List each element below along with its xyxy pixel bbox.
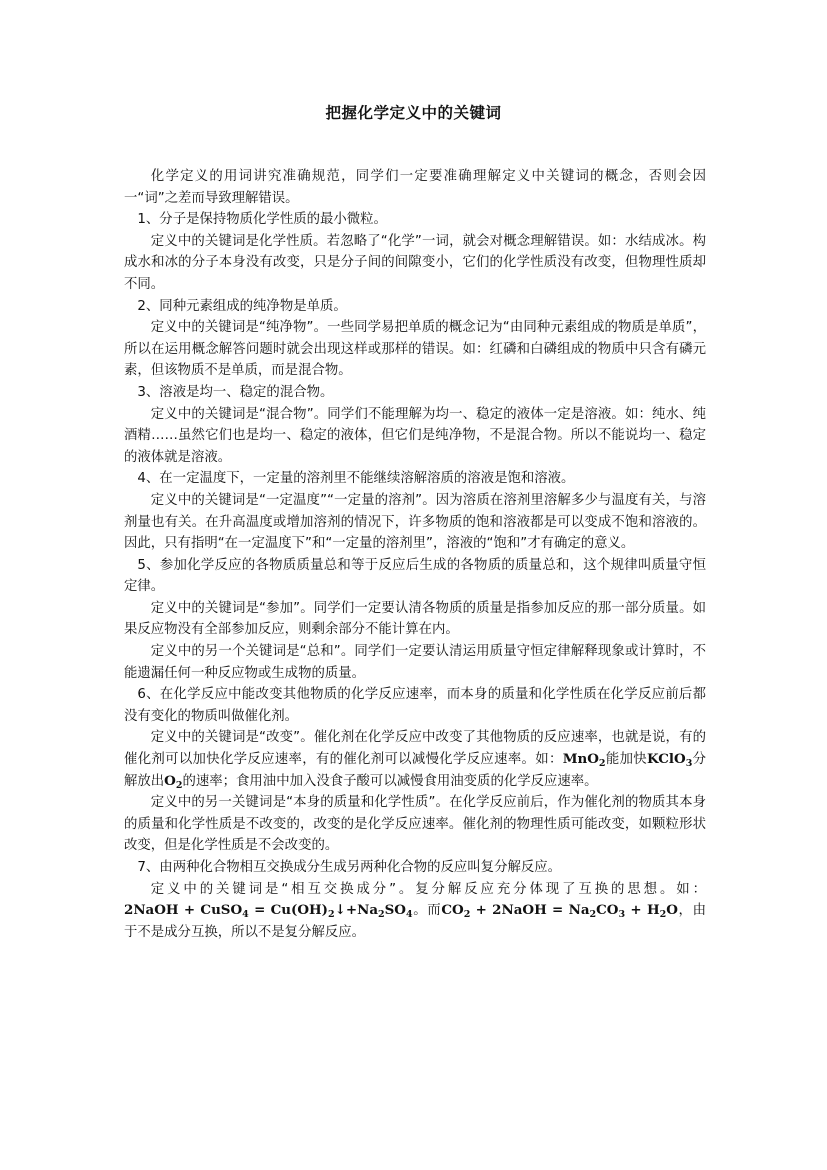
section-6-text-1c: 分解放出 [124,752,707,789]
page-title: 把握化学定义中的关键词 [325,103,502,122]
section-6-text-1d: 的速率；食用油中加入没食子酸可以减慢食用油变质的化学反应速率。 [182,773,598,789]
intro-paragraph: 化学定义的用词讲究准确规范，同学们一定要准确理解定义中关键词的概念，否则会因一“词”之差而导致理解错误。 [124,169,706,206]
formula-mno2: MnO$_2$ [562,751,606,770]
section-4-text: 定义中的关键词是“一定温度”“一定量的溶剂”。因为溶质在溶剂里溶解多少与温度有关，与溶剂量也有关。在升高温度或增加溶剂的情况下，许多物质的饱和溶液都是可以变成不饱和溶液的。因此，只有指明“在一定温度下”和“一定量的溶剂里”，溶液的“饱和”才有确定的意义。 [124,492,706,552]
section-7-text-a: 定义中的关键词是“相互交换成分”。复分解反应充分体现了互换的思想。如： [150,881,706,897]
section-3-text: 定义中的关键词是“混合物”。同学们不能理解为均一、稳定的液体一定是溶液。如：纯水、纯酒精……虽然它们也是均一、稳定的液体，但它们是纯净物，不是混合物。所以不能说均一、稳定的液体就是溶液。 [124,406,706,465]
section-6-text-2: 定义中的另一关键词是“本身的质量和化学性质”。在化学反应前后，作为催化剂的物质其本身的质量和化学性质是不改变的，改变的是化学反应速率。催化剂的物理性质可能改变，如颗粒形状改变，但是化学性质是不会改变的。 [124,795,706,854]
section-4-heading: 4、在一定温度下，一定量的溶剂里不能继续溶解溶质的溶液是饱和溶液。 [137,471,575,487]
section-1-text: 定义中的关键词是化学性质。若忽略了“化学”一词，就会对概念理解错误。如：水结成冰。构成水和冰的分子本身没有改变，只是分子间的间隙变小，它们的化学性质没有改变，但物理性质却不同。 [124,233,706,292]
section-6-heading: 6、在化学反应中能改变其他物质的化学反应速率，而本身的质量和化学性质在化学反应前后都没有变化的物质叫做催化剂。 [124,687,706,724]
section-5-text-1: 定义中的关键词是“参加”。同学们一定要认清各物质的质量是指参加反应的那一部分质量。如果反应物没有全部参加反应，则剩余部分不能计算在内。 [124,600,706,638]
section-6-text-1a: 定义中的关键词是“改变”。催化剂在化学反应中改变了其他物质的反应速率，也就是说，有的催化剂可以加快化学反应速率，有的催化剂可以减慢化学反应速率。如： [124,730,706,768]
equation-2: $CO_2$ + 2NaOH = $Na_2CO_3 + H_2O$ [441,902,678,921]
section-7-text-b: 。而 [412,903,442,919]
formula-o2: $O_2$ [164,772,183,791]
document-body [124,166,706,943]
formula-kclo3: KClO$_3$ [647,751,693,770]
section-7-heading: 7、由两种化合物相互交换成分生成另两种化合物的反应叫复分解反应。 [137,860,562,875]
section-2-heading: 2、同种元素组成的纯净物是单质。 [137,298,347,314]
section-2-text: 定义中的关键词是“纯净物”。一些同学易把单质的概念记为“由同种元素组成的物质是单质”，所以在运用概念解答问题时就会出现这样或那样的错误。如：红磷和白磷组成的物质中只含有磷元素，但该物质不是单质，而是混合物。 [124,320,706,379]
section-1-heading: 1、分子是保持物质化学性质的最小微粒。 [137,212,387,228]
equation-1: 2NaOH + CuSO$_4$ = $Cu(OH)_2↓+Na_2SO_4$ [124,902,413,921]
section-5-text-2: 定义中的另一个关键词是“总和”。同学们一定要认清运用质量守恒定律解释现象或计算时，不能遗漏任何一种反应物或生成物的质量。 [124,644,706,681]
section-6-text-1 [124,727,706,792]
section-5-heading: 5、参加化学反应的各物质质量总和等于反应后生成的各物质的质量总和，这个规律叫质量守恒定律。 [124,557,706,595]
section-6-text-1b: 能加快 [605,752,647,768]
section-7-text-c: ，由于不是成分互换，所以不是复分解反应。 [124,903,706,940]
section-3-heading: 3、溶液是均一、稳定的混合物。 [137,384,334,400]
section-7-text [124,879,706,944]
